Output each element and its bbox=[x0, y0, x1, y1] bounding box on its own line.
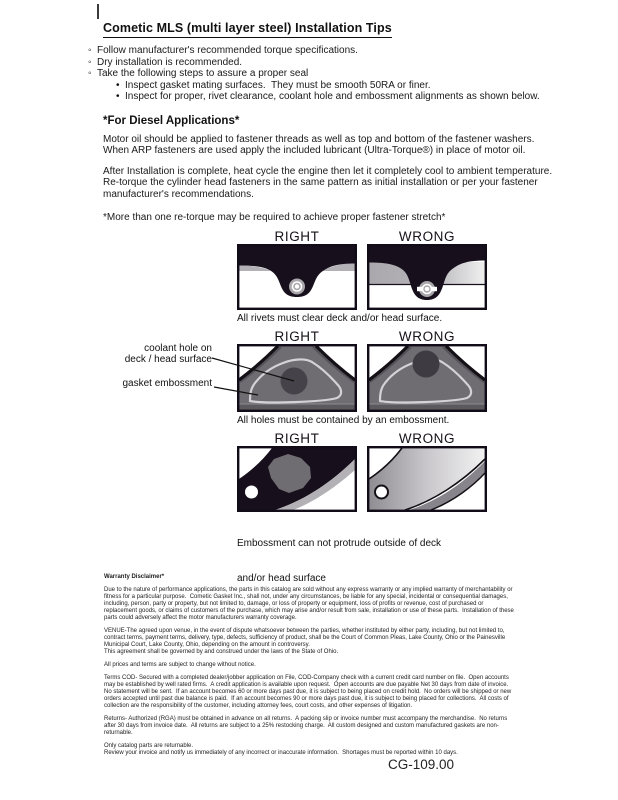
tip-item bbox=[88, 68, 618, 80]
rivet-right-diagram bbox=[237, 244, 357, 310]
legal-paragraph: Due to the nature of performance applications, the parts in this catalog are sold without any express warranty or any implied warranty of merchantability or fitness for a particular purpose. Cometic Gasket Inc., shall not, under any circumstances, be liable for any special, incidental or consequential damages, including, person, party or property, but not limited to, damage, or loss of property or equipment, loss of profits or revenue, cost of purchased or replacement goods, or claims of customers of the purchase, which may arise and/or result from sale, installation or use of these parts. Installation of these parts could adversely affect the motor manufacturers warranty coverage. bbox=[104, 587, 516, 621]
warranty-heading: Warranty Disclaimer* bbox=[104, 574, 165, 580]
retorque-note: *More than one re-torque may be required to achieve proper fastener stretch* bbox=[103, 211, 446, 223]
figure-labels bbox=[237, 329, 487, 344]
legal-paragraph: All prices and terms are subject to change without notice. bbox=[104, 662, 256, 668]
warranty-disclaimer-section bbox=[104, 574, 518, 757]
legal-paragraph: Only catalog parts are returnable. bbox=[104, 743, 194, 749]
tip-text: Dry installation is recommended. bbox=[97, 56, 243, 68]
tip-text: Inspect gasket mating surfaces. They must be smooth 50RA or finer. bbox=[125, 79, 431, 91]
page-title: Cometic MLS (multi layer steel) Installation Tips bbox=[103, 21, 392, 38]
legal-paragraph: VENUE-The agreed upon venue, in the event of dispute whatsoever between the parties, whether instituted by either party, including, but not limited to, contract terms, payment terms, delivery, type, defects, sufficiency of product, shall be the Court of Common Pleas, Lake County, Ohio or the Painesville Municipal Court, Lake County, Ohio, depending on the amount in controversy. bbox=[104, 628, 507, 648]
tip-text: Inspect for proper, rivet clearance, coolant hole and embossment alignments as shown below. bbox=[125, 91, 540, 103]
diesel-paragraph-1: Motor oil should be applied to fastener threads as well as top and bottom of the fastener washers. When ARP fasteners are used apply the included lubricant (Ultra-Torque®) in place of motor oil. bbox=[103, 133, 538, 157]
registration-mark bbox=[97, 4, 99, 19]
caption-line: and/or head surface bbox=[237, 572, 326, 584]
figure-caption: All holes must be contained by an embossment. bbox=[237, 415, 450, 426]
tip-item bbox=[88, 45, 618, 57]
wrong-label: WRONG bbox=[398, 229, 456, 244]
figure-caption: All rivets must clear deck and/or head surface. bbox=[237, 313, 443, 324]
diesel-section bbox=[103, 116, 555, 232]
figure-diagrams bbox=[237, 244, 487, 310]
tip-text: Take the following steps to assure a proper seal bbox=[97, 68, 309, 80]
embossment-right-diagram bbox=[237, 344, 357, 412]
legal-paragraph: Returns- Authorized (RGA) must be obtained in advance on all returns. A packing slip or invoice number must accompany the merchandise. No returns after 30 days from invoice date. All returns are subject to a 25% restocking charge. All custom designed and custom manufactured gaskets are non-returnable. bbox=[104, 716, 509, 736]
embossment-wrong-diagram bbox=[367, 344, 487, 412]
right-label: RIGHT bbox=[274, 329, 320, 344]
right-label: RIGHT bbox=[274, 229, 320, 244]
figure-labels bbox=[237, 431, 487, 446]
legal-paragraph: Review your invoice and notify us immediately of any incorrect or inaccurate information. Shortages must be reported within 10 days. bbox=[104, 750, 458, 756]
coolant-hole-callout bbox=[106, 343, 212, 365]
bullet-icon: ◦ bbox=[88, 45, 92, 56]
embossment-callout: gasket embossment bbox=[122, 378, 212, 389]
tip-item bbox=[88, 80, 618, 92]
tip-item bbox=[88, 91, 618, 103]
tip-item bbox=[88, 57, 618, 69]
bullet-icon: ◦ bbox=[88, 56, 92, 68]
caption-line: Embossment can not protrude outside of deck bbox=[237, 538, 442, 549]
bullet-icon: ◦ bbox=[88, 68, 92, 80]
bullet-icon: • bbox=[116, 91, 120, 103]
wrong-label: WRONG bbox=[398, 431, 456, 446]
callout-text: coolant hole on bbox=[144, 343, 212, 354]
diesel-paragraph-2: After Installation is complete, heat cycle the engine then let it completely cool to ambient temperature. Re-torque the cylinder head fasteners in the same pattern as initial installation or per your fastener manufacturer's recommendations. bbox=[103, 165, 555, 200]
bullet-icon: • bbox=[116, 79, 120, 91]
figure-labels bbox=[237, 229, 487, 244]
callout-text: deck / head surface bbox=[124, 354, 212, 365]
legal-paragraph: Terms COD- Secured with a completed dealer/jobber application on File, COD-Company check with a current credit card number on file. Open accounts may be established by well rated firms. A credit application is available upon request. Open accounts are due payable Net 30 days from date of invoice. No statement will be sent. If an account becomes 60 or more days past due, it is subject to being placed on credit hold. No orders will be shipped or new orders accepted until past due balance is paid. If an account becomes 90 or more days past due, it is subject to being placed for collections. All costs of collection are the responsibility of the customer, including attorney fees, court costs, and other expenses of litigation. bbox=[104, 675, 513, 709]
legal-paragraph: This agreement shall be governed by and construed under the laws of the State of Ohio. bbox=[104, 649, 339, 655]
figure-diagrams bbox=[237, 446, 487, 512]
protrude-wrong-diagram bbox=[367, 446, 487, 512]
wrong-label: WRONG bbox=[398, 329, 456, 344]
rivet-wrong-diagram bbox=[367, 244, 487, 310]
figure-callouts bbox=[106, 343, 212, 389]
right-label: RIGHT bbox=[274, 431, 320, 446]
tip-text: Follow manufacturer's recommended torque specifications. bbox=[97, 45, 358, 56]
protrude-right-diagram bbox=[237, 446, 357, 512]
figure-rivet-clearance bbox=[237, 229, 487, 325]
diesel-heading: *For Diesel Applications* bbox=[103, 115, 240, 127]
figure-hole-embossment bbox=[237, 329, 487, 427]
tips-list bbox=[88, 45, 618, 103]
page-code: CG-109.00 bbox=[388, 757, 455, 772]
figure-diagrams bbox=[237, 344, 487, 412]
